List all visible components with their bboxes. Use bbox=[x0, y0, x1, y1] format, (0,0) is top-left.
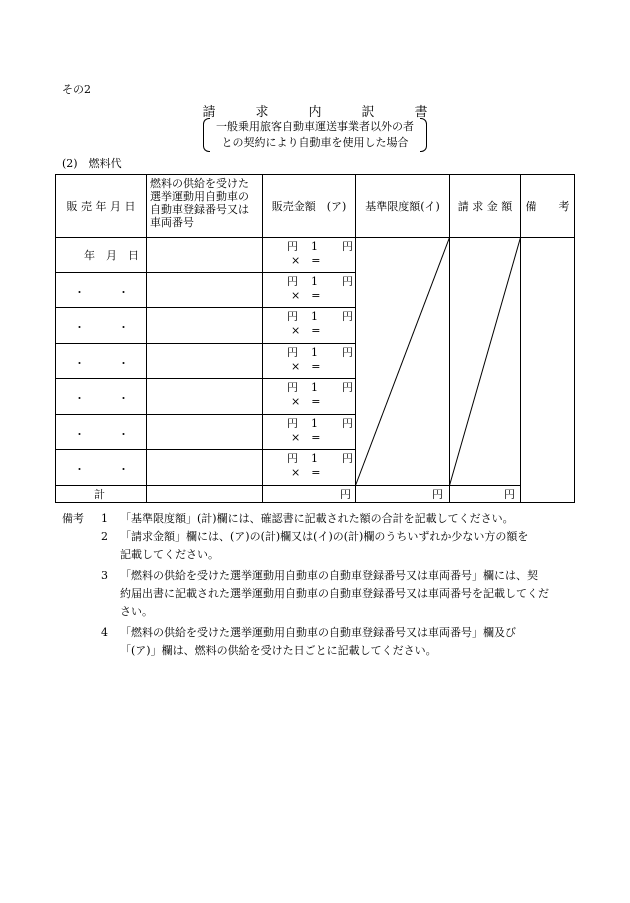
sales-yen: 円 bbox=[287, 346, 298, 359]
notes-label: 備考 bbox=[62, 512, 84, 525]
header-date: 販 売 年 月 日 bbox=[66, 200, 136, 213]
note-number: 2 bbox=[101, 530, 108, 543]
sales-yen: 円 bbox=[342, 240, 353, 253]
date-dot: ・ bbox=[118, 392, 129, 405]
sales-yen: 円 bbox=[287, 240, 298, 253]
header-remarks: 備 考 bbox=[525, 200, 570, 213]
sales-yen: 円 bbox=[287, 417, 298, 430]
sales-yen: 円 bbox=[287, 310, 298, 323]
sales-yen: 円 bbox=[342, 275, 353, 288]
date-dot: ・ bbox=[118, 286, 129, 299]
sales-one: 1 bbox=[311, 240, 318, 253]
note-number: 4 bbox=[101, 626, 108, 639]
title-char: 内 bbox=[308, 105, 322, 120]
title-char: 請 bbox=[202, 105, 216, 120]
note-number: 3 bbox=[101, 569, 108, 582]
sales-times-eq: × = bbox=[291, 324, 321, 337]
header-sales: 販売金額 (ア) bbox=[271, 200, 347, 213]
total-sales-yen: 円 bbox=[340, 488, 351, 501]
subtitle-line2: との契約により自動車を使用した場合 bbox=[221, 136, 409, 149]
sales-one: 1 bbox=[311, 275, 318, 288]
title-char: 訳 bbox=[361, 105, 375, 120]
total-limit-yen: 円 bbox=[432, 488, 443, 501]
sales-times-eq: × = bbox=[291, 395, 321, 408]
total-claim-yen: 円 bbox=[504, 488, 515, 501]
sales-yen: 円 bbox=[342, 310, 353, 323]
note-line: 「燃料の供給を受けた選挙運動用自動車の自動車登録番号又は車両番号」欄には、契 bbox=[120, 569, 538, 582]
sales-one: 1 bbox=[311, 310, 318, 323]
date-dot: ・ bbox=[118, 463, 129, 476]
first-row-date: 年 月 日 bbox=[84, 249, 139, 262]
date-dot: ・ bbox=[74, 392, 85, 405]
note-line: 「(ア)」欄は、燃料の供給を受けた日ごとに記載してください。 bbox=[120, 644, 437, 657]
title-char: 求 bbox=[255, 105, 269, 120]
header-registration bbox=[150, 177, 262, 229]
header-registration-line: 燃料の供給を受けた bbox=[150, 177, 249, 190]
date-dot: ・ bbox=[74, 463, 85, 476]
diagonal-limit bbox=[356, 238, 450, 486]
total-label: 計 bbox=[94, 488, 105, 501]
header-registration-line: 選挙運動用自動車の bbox=[150, 190, 249, 203]
date-dot: ・ bbox=[74, 428, 85, 441]
sales-yen: 円 bbox=[342, 452, 353, 465]
sales-times-eq: × = bbox=[291, 360, 321, 373]
note-line: 約届出書に記載された選挙運動用自動車の自動車登録番号又は車両番号を記載してくだ bbox=[120, 587, 549, 600]
sales-yen: 円 bbox=[287, 452, 298, 465]
note-line: さい。 bbox=[120, 605, 153, 618]
note-number: 1 bbox=[101, 512, 108, 525]
header-claim: 請 求 金 額 bbox=[457, 200, 513, 213]
part-label: その2 bbox=[62, 83, 91, 96]
sales-one: 1 bbox=[311, 417, 318, 430]
date-dot: ・ bbox=[74, 321, 85, 334]
sales-yen: 円 bbox=[287, 275, 298, 288]
sales-one: 1 bbox=[311, 381, 318, 394]
date-dot: ・ bbox=[74, 357, 85, 370]
date-dot: ・ bbox=[74, 286, 85, 299]
sales-times-eq: × = bbox=[291, 466, 321, 479]
header-registration-line: 自動車登録番号又は bbox=[150, 203, 249, 216]
date-dot: ・ bbox=[118, 321, 129, 334]
sales-times-eq: × = bbox=[291, 431, 321, 444]
note-line: 記載してください。 bbox=[120, 548, 219, 561]
sales-yen: 円 bbox=[342, 381, 353, 394]
date-dot: ・ bbox=[118, 428, 129, 441]
header-registration-line: 車両番号 bbox=[150, 216, 194, 229]
subtitle-line1: 一般乗用旅客自動車運送事業者以外の者 bbox=[216, 120, 414, 133]
title-char: 書 bbox=[414, 105, 428, 120]
sales-yen: 円 bbox=[342, 346, 353, 359]
note-line: 「燃料の供給を受けた選挙運動用自動車の自動車登録番号又は車両番号」欄及び bbox=[120, 626, 516, 639]
sales-yen: 円 bbox=[342, 417, 353, 430]
sales-one: 1 bbox=[311, 452, 318, 465]
diagonal-claim bbox=[450, 238, 521, 486]
sales-yen: 円 bbox=[287, 381, 298, 394]
sales-times-eq: × = bbox=[291, 254, 321, 267]
section-label: (2) 燃料代 bbox=[62, 157, 122, 170]
header-limit: 基準限度額(イ) bbox=[365, 200, 440, 213]
sales-one: 1 bbox=[311, 346, 318, 359]
note-line: 「請求金額」欄には、(ア)の(計)欄又は(イ)の(計)欄のうちいずれか少ない方の額を bbox=[120, 530, 529, 543]
date-dot: ・ bbox=[118, 357, 129, 370]
note-line: 「基準限度額」(計)欄には、確認書に記載された額の合計を記載してください。 bbox=[120, 512, 514, 525]
sales-times-eq: × = bbox=[291, 289, 321, 302]
